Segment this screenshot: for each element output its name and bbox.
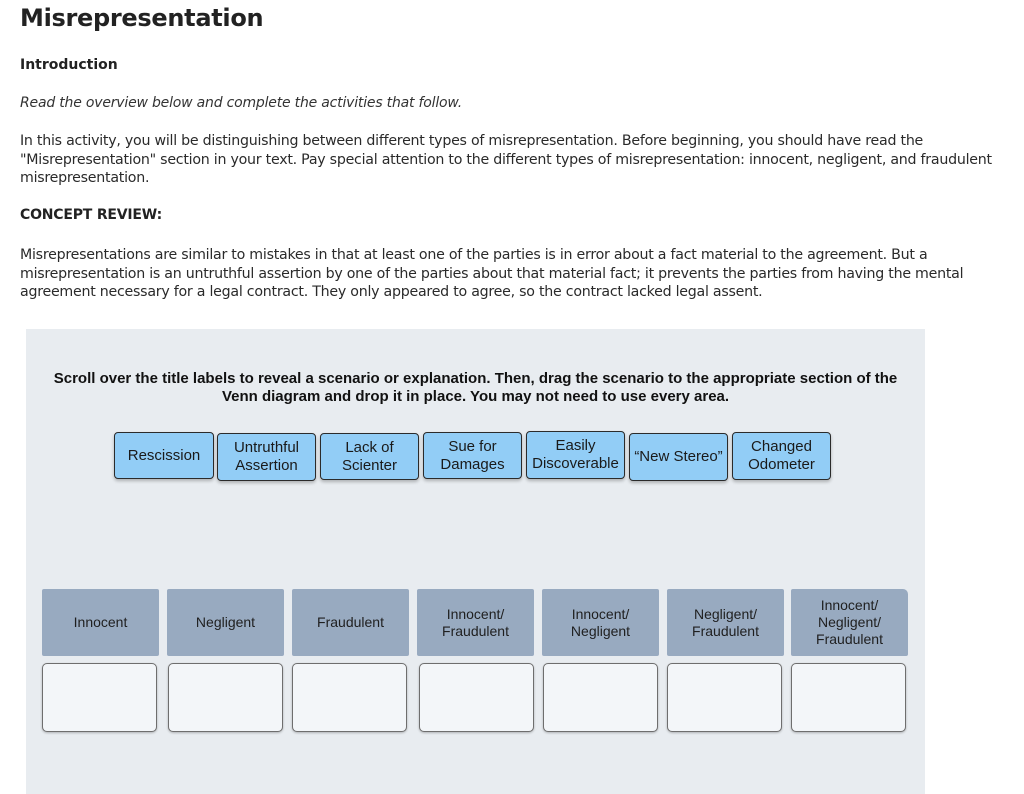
drop-box-negligent[interactable] [168,663,283,732]
drop-box-innocent-fraudulent[interactable] [419,663,534,732]
tile-easily-discoverable[interactable]: Easily Discoverable [526,431,625,479]
page-title: Misrepresentation [20,4,264,32]
drag-drop-activity-panel [26,329,925,794]
zone-header-innocent: Innocent [42,589,159,656]
zone-header-negligent-fraudulent: Negligent/ Fraudulent [667,589,784,656]
drop-box-negligent-fraudulent[interactable] [667,663,782,732]
zone-header-negligent: Negligent [167,589,284,656]
tile-changed-odometer[interactable]: Changed Odometer [732,432,831,480]
draggable-tiles [114,431,834,481]
tile-rescission[interactable]: Rescission [114,432,214,479]
tile-new-stereo[interactable]: “New Stereo” [629,433,728,481]
concept-review-paragraph: Misrepresentations are similar to mistakes in that at least one of the parties is in error about a fact material to the agreement. But a misrepresentation is an untruthful assertion by one of the parties about that material fact; it prevents the parties from having the mental agreement necessary for a legal contract. They only appeared to agree, so the contract lacked legal assent. [20,247,964,300]
drop-box-innocent[interactable] [42,663,157,732]
overview-instruction: Read the overview below and complete the activities that follow. [20,95,462,111]
zone-header-innocent-fraudulent: Innocent/ Fraudulent [417,589,534,656]
concept-review-heading: CONCEPT REVIEW: [20,207,162,223]
drop-box-innocent-negligent[interactable] [543,663,658,732]
drop-box-innocent-negligent-fraudulent[interactable] [791,663,906,732]
activity-instruction: Scroll over the title labels to reveal a scenario or explanation. Then, drag the scenario to the appropriate section of the Venn diagram and drop it in place. You may not need to use every area. [53,370,898,405]
tile-sue-for-damages[interactable]: Sue for Damages [423,432,522,479]
drop-box-fraudulent[interactable] [292,663,407,732]
zone-header-innocent-negligent-fraudulent: Innocent/ Negligent/ Fraudulent [791,589,908,656]
zone-header-innocent-negligent: Innocent/ Negligent [542,589,659,656]
zone-header-fraudulent: Fraudulent [292,589,409,656]
introduction-heading: Introduction [20,57,118,73]
tile-untruthful-assertion[interactable]: Untruthful Assertion [217,433,316,481]
intro-paragraph: In this activity, you will be distinguishing between different types of misrepresentation. Before beginning, you should have read the "Misrepresentation" section in your text. Pay special attention to the different types of misrepresentation: innocent, negligent, and fraudulent misrepresentation. [20,133,992,186]
tile-lack-of-scienter[interactable]: Lack of Scienter [320,433,419,480]
